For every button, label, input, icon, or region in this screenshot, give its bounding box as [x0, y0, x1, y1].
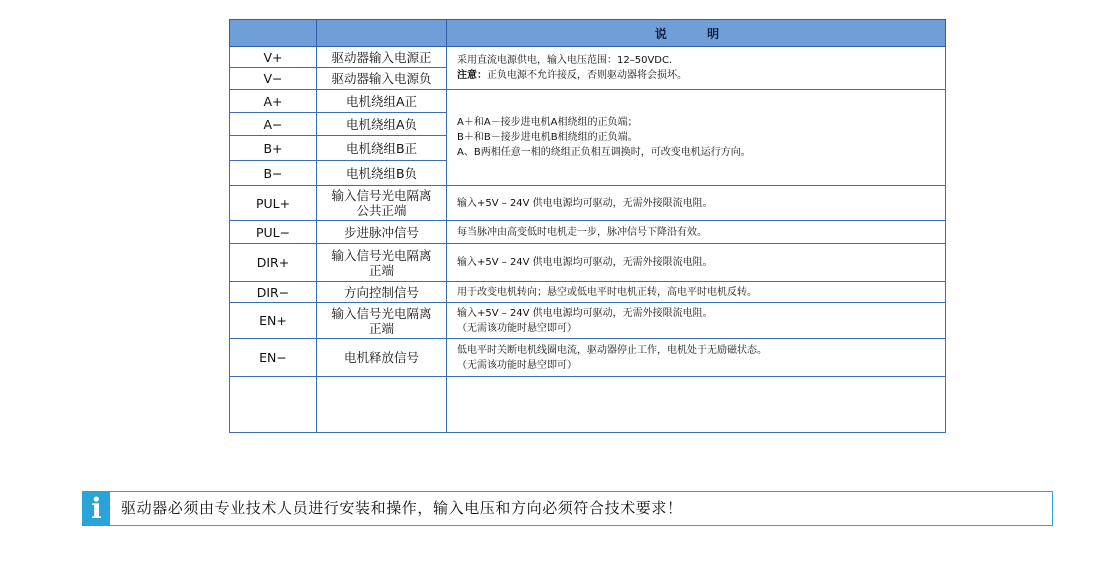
table-row: [230, 282, 946, 303]
empty-cell: [230, 377, 317, 433]
signal-cell: PUL−: [230, 221, 317, 244]
function-cell: 方向控制信号: [317, 282, 447, 303]
description-line: B＋和B－接步进电机B相绕组的正负端。: [457, 132, 638, 143]
function-cell: [317, 303, 447, 339]
function-line: 正端: [368, 320, 394, 336]
note-text: 正负电源不允许接反，否则驱动器将会损坏。: [487, 70, 687, 81]
signal-cell: B+: [230, 136, 317, 161]
function-cell: [317, 244, 447, 282]
signal-cell: EN+: [230, 303, 317, 339]
function-cell: 电机释放信号: [317, 339, 447, 377]
header-cell-signal: [230, 20, 317, 47]
function-line: 输入信号光电隔离: [331, 188, 432, 203]
header-cell-name: [317, 20, 447, 47]
description-cell: 每当脉冲由高变低时电机走一步，脉冲信号下降沿有效。: [447, 221, 946, 244]
warning-notice: [82, 491, 1053, 526]
table-row: [230, 47, 946, 68]
signal-cell: A−: [230, 113, 317, 136]
signal-cell: DIR−: [230, 282, 317, 303]
notice-text: 驱动器必须由专业技术人员进行安装和操作，输入电压和方向必须符合技术要求！: [121, 499, 683, 517]
description-cell: 输入+5V – 24V 供电电源均可驱动，无需外接限流电阻。: [447, 186, 946, 221]
signal-cell: PUL+: [230, 186, 317, 221]
description-cell: 用于改变电机转向；悬空或低电平时电机正转，高电平时电机反转。: [447, 282, 946, 303]
signal-table: [229, 19, 946, 433]
function-cell: 驱动器输入电源正: [317, 47, 447, 68]
function-cell: 电机绕组A负: [317, 113, 447, 136]
function-line: 输入信号光电隔离: [331, 247, 432, 263]
function-line: 输入信号光电隔离: [331, 305, 432, 321]
signal-cell: V−: [230, 68, 317, 90]
empty-cell: [317, 377, 447, 433]
signal-cell: V+: [230, 47, 317, 68]
signal-cell: EN−: [230, 339, 317, 377]
description-line: 输入+5V – 24V 供电电源均可驱动，无需外接限流电阻。: [457, 307, 713, 319]
signal-cell: DIR+: [230, 244, 317, 282]
empty-cell: [447, 377, 946, 433]
table-row: [230, 186, 946, 221]
function-cell: 电机绕组B负: [317, 161, 447, 186]
description-cell: [447, 303, 946, 339]
table-row: [230, 244, 946, 282]
description-line: A、B两相任意一相的绕组正负相互调换时，可改变电机运行方向。: [457, 147, 751, 158]
function-line: 公共正端: [356, 203, 407, 218]
note-label: 注意：: [457, 70, 487, 81]
info-icon: i: [83, 492, 110, 525]
description-line: [457, 68, 945, 83]
signal-cell: A+: [230, 90, 317, 113]
function-cell: 电机绕组B正: [317, 136, 447, 161]
table-row: [230, 339, 946, 377]
description-cell: 输入+5V – 24V 供电电源均可驱动，无需外接限流电阻。: [447, 244, 946, 282]
function-cell: 电机绕组A正: [317, 90, 447, 113]
function-cell: [317, 186, 447, 221]
function-cell: 步进脉冲信号: [317, 221, 447, 244]
description-line: （无需该功能时悬空即可）: [457, 322, 577, 334]
description-line: A＋和A－接步进电机A相绕组的正负端；: [457, 117, 638, 128]
table-row: [230, 303, 946, 339]
header-cell-description: 说 明: [447, 20, 946, 47]
table-row-empty: [230, 377, 946, 433]
table-row: [230, 221, 946, 244]
function-cell: 驱动器输入电源负: [317, 68, 447, 90]
description-cell: [447, 90, 946, 186]
function-line: 正端: [368, 262, 394, 278]
description-line: （无需该功能时悬空即可）: [457, 359, 577, 371]
description-line: 低电平时关断电机线圈电流，驱动器停止工作，电机处于无励磁状态。: [457, 344, 767, 356]
table-header-row: [230, 20, 946, 47]
signal-cell: B−: [230, 161, 317, 186]
description-line: 采用直流电源供电，输入电压范围：12–50VDC.: [457, 55, 673, 66]
description-cell: [447, 47, 946, 90]
table-row: [230, 90, 946, 113]
description-cell: [447, 339, 946, 377]
